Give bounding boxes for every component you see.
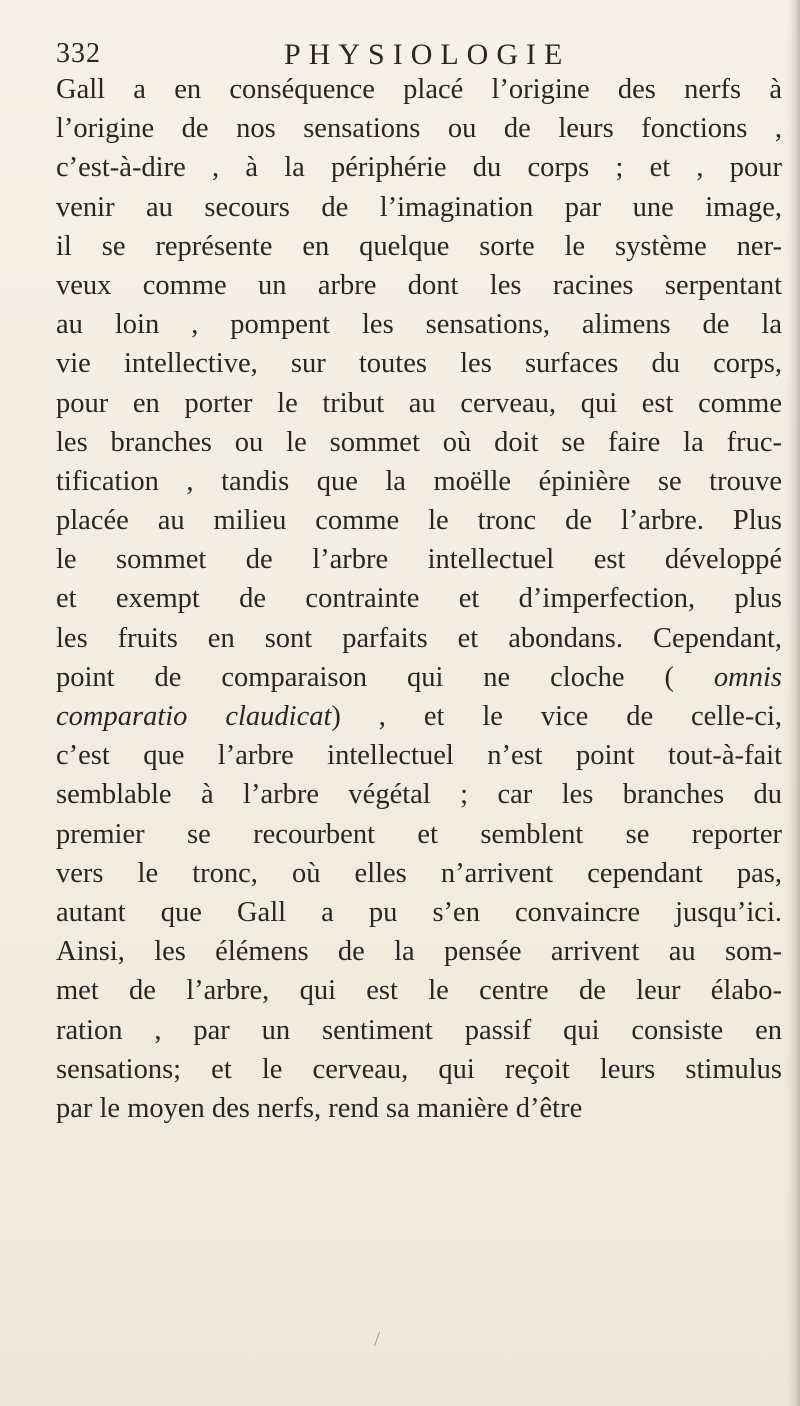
text-line: veux comme un arbre dont les racines serpentant (56, 269, 782, 301)
body-text (56, 70, 782, 1128)
text-line: placée au milieu comme le tronc de l’arbre. Plus (56, 505, 782, 537)
text-line: les branches ou le sommet où doit se faire la fruc- (56, 426, 782, 458)
page-edge-shadow (786, 0, 800, 1406)
text-line: semblable à l’arbre végétal ; car les branches du (56, 779, 782, 811)
text-line: c’est que l’arbre intellectuel n’est point tout-à-fait (56, 740, 782, 772)
text-segment: ) , et le vice de celle-ci, (331, 701, 782, 732)
latin-quote: omnis (713, 661, 783, 693)
text-segment: point de comparaison qui ne cloche ( (56, 661, 674, 693)
text-line: par le moyen des nerfs, rend sa manière d’être (56, 1092, 583, 1124)
text-line: l’origine de nos sensations ou de leurs fonctions , (56, 113, 782, 145)
running-title: PHYSIOLOGIE (284, 38, 571, 71)
text-line: autant que Gall a pu s’en convaincre jusqu’ici. (56, 896, 782, 928)
text-line: les fruits en sont parfaits et abondans. Cependant, (56, 622, 782, 654)
text-line: au loin , pompent les sensations, alimens de la (56, 309, 782, 341)
text-line: venir au secours de l’imagination par une image, (56, 191, 782, 223)
text-line: premier se recourbent et semblent se reporter (56, 818, 782, 850)
page-number: 332 (56, 38, 101, 69)
text-line: le sommet de l’arbre intellectuel est développé (56, 544, 782, 576)
text-line: met de l’arbre, qui est le centre de leur élabo- (56, 975, 782, 1007)
text-line: sensations; et le cerveau, qui reçoit leurs stimulus (56, 1053, 782, 1085)
latin-quote: comparatio claudicat (56, 701, 332, 732)
text-line: il se représente en quelque sorte le système ner- (56, 230, 782, 262)
footer-mark: / (374, 1326, 381, 1351)
text-line-mixed (56, 658, 782, 697)
text-line: et exempt de contrainte et d’imperfection, plus (56, 583, 782, 615)
text-line: Ainsi, les élémens de la pensée arrivent au som- (56, 936, 782, 968)
text-line: Gall a en conséquence placé l’origine des nerfs à (56, 74, 782, 105)
text-line-mixed (56, 697, 782, 736)
text-line: ration , par un sentiment passif qui consiste en (56, 1014, 782, 1046)
text-line: pour en porter le tribut au cerveau, qui est comme (56, 387, 782, 419)
text-line: tification , tandis que la moëlle épinière se trouve (56, 465, 782, 497)
text-line: vers le tronc, où elles n’arrivent cependant pas, (56, 857, 782, 889)
text-line: c’est-à-dire , à la périphérie du corps ; et , pour (56, 152, 782, 184)
text-line: vie intellective, sur toutes les surfaces du corps, (56, 348, 782, 380)
